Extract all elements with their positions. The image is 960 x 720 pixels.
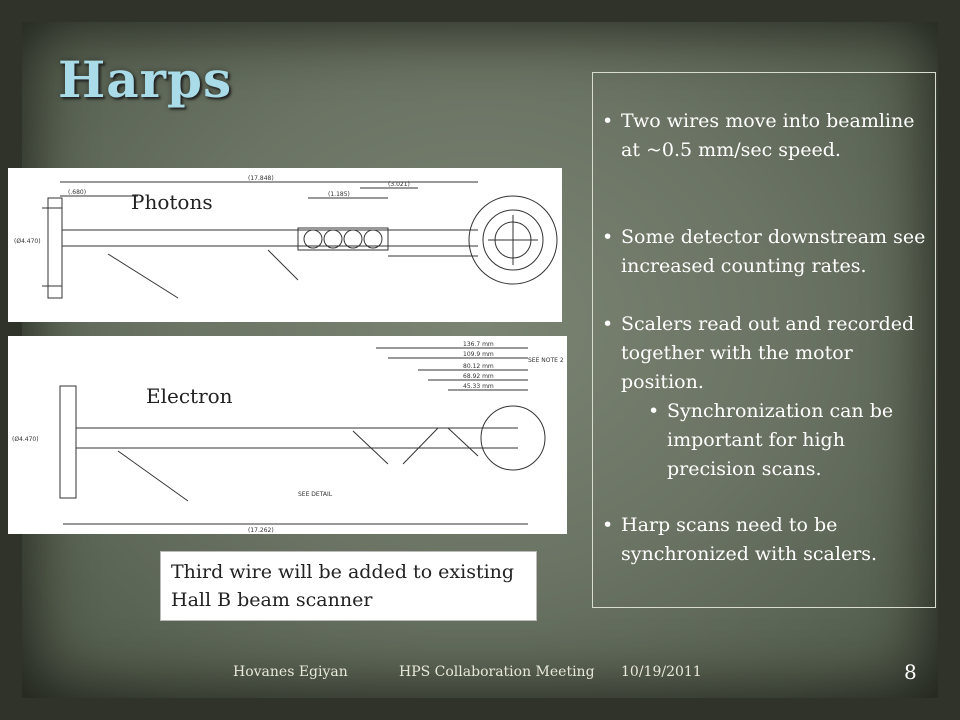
- photons-drawing: [8, 168, 562, 322]
- svg-text:45.33 mm: 45.33 mm: [463, 383, 494, 390]
- svg-text:SEE NOTE 2: SEE NOTE 2: [528, 357, 564, 364]
- note-box: Third wire will be added to existing Hall B beam scanner: [160, 551, 537, 621]
- svg-text:136.7 mm: 136.7 mm: [463, 341, 494, 348]
- photons-label: Photons: [131, 190, 213, 214]
- bullet-4: • Harp scans need to be synchronized with scalers.: [621, 511, 931, 569]
- electron-label: Electron: [146, 384, 233, 408]
- slide-title: Harps: [58, 50, 233, 109]
- bullet-1: • Two wires move into beamline at ~0.5 mm/sec speed.: [621, 107, 931, 165]
- svg-text:68.92 mm: 68.92 mm: [463, 373, 494, 380]
- page-number: 8: [904, 660, 917, 684]
- svg-text:80.12 mm: 80.12 mm: [463, 363, 494, 370]
- svg-text:(17.848): (17.848): [248, 175, 274, 182]
- svg-text:109.9 mm: 109.9 mm: [463, 351, 494, 358]
- footer-date: 10/19/2011: [621, 664, 702, 680]
- bullet-3: • Scalers read out and recorded together with the motor position.: [621, 310, 931, 397]
- footer-event: HPS Collaboration Meeting: [399, 664, 595, 680]
- bullet-box: [592, 72, 936, 608]
- svg-text:(Ø4.470): (Ø4.470): [12, 436, 39, 443]
- sub-bullet: • Synchronization can be important for high precision scans.: [667, 397, 931, 484]
- svg-text:(3.021): (3.021): [388, 181, 410, 188]
- svg-text:(17.262): (17.262): [248, 527, 274, 534]
- footer-author: Hovanes Egiyan: [233, 664, 348, 680]
- svg-text:(.680): (.680): [68, 189, 87, 196]
- bullet-2: • Some detector downstream see increased counting rates.: [621, 223, 931, 281]
- svg-text:(1.185): (1.185): [328, 191, 350, 198]
- photons-schematic: [8, 168, 562, 322]
- electron-schematic: [8, 336, 567, 534]
- electron-drawing: [8, 336, 567, 534]
- svg-text:SEE DETAIL: SEE DETAIL: [298, 491, 333, 498]
- svg-text:(Ø4.470): (Ø4.470): [14, 238, 41, 245]
